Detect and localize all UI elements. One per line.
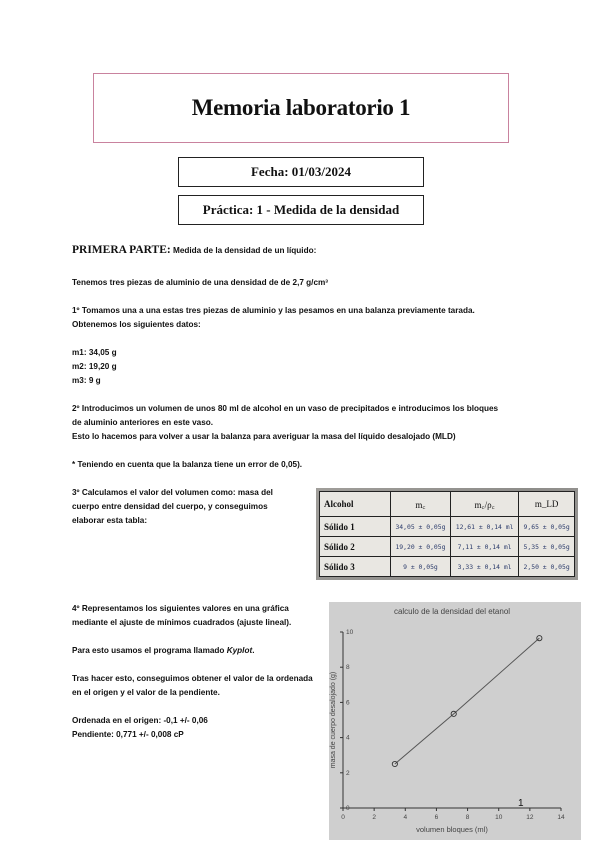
table-paper [319,491,575,577]
table-row [320,537,575,557]
data-table [319,491,575,577]
paragraph-intro: Tenemos tres piezas de aluminio de una densidad de de 2,7 g/cm³ [72,278,329,287]
y-tick-label: 2 [346,769,350,777]
section-heading-sub: Medida de la densidad de un líquido: [173,246,317,255]
program-name: Kyplot [226,646,253,655]
paragraph-1-line-2: Obtenemos los siguientes datos: [72,320,201,329]
page-number: 1 [518,798,524,809]
error-note: * Teniendo en cuenta que la balanza tiene un error de 0,05). [72,460,303,469]
y-axis-label: masa de cuerpo desalojado (g) [330,671,337,769]
series-line [395,638,540,764]
x-tick-label: 14 [557,814,565,821]
paragraph-3-line-2: cuerpo entre densidad del cuerpo, y conseguimos [72,502,268,511]
document-title: Memoria laboratorio 1 [191,95,411,120]
paragraph-5-post: . [252,646,255,655]
x-tick-label: 4 [403,814,408,821]
table-cell: 9 ± 0,05g [391,557,451,577]
table-cell: 9,65 ± 0,05g [519,517,575,537]
table-row-label: Sólido 3 [320,557,391,577]
y-tick-label: 10 [346,629,354,636]
practica-box: Práctica: 1 - Medida de la densidad [178,195,424,225]
mass-1: m1: 34,05 g [72,348,117,357]
paragraph-5 [72,644,254,657]
pendiente-result: Pendiente: 0,771 +/- 0,008 cP [72,730,184,739]
x-tick-label: 8 [465,814,470,821]
paragraph-5-pre: Para esto usamos el programa llamado [72,646,227,655]
x-tick-label: 6 [434,814,439,821]
x-tick-label: 12 [526,814,534,821]
table-photo [316,488,578,580]
section-heading-main: PRIMERA PARTE: [72,244,171,256]
data-point [392,761,397,766]
y-tick-label: 4 [346,734,350,742]
paragraph-6-line-1: Tras hacer esto, conseguimos obtener el valor de la ordenada [72,674,313,683]
table-header-cell: m꜀ [391,492,451,517]
table-cell: 7,11 ± 0,14 ml [450,537,518,557]
table-header-row [320,492,575,517]
section-heading [72,244,316,256]
paragraph-2-line-1: 2º Introducimos un volumen de unos 80 ml de alcohol en un vaso de precipitados e introducimos los bloques [72,404,499,413]
chart-title: calculo de la densidad del etanol [393,607,511,616]
x-tick-label: 10 [495,814,503,821]
density-chart [329,602,581,840]
table-row [320,557,575,577]
chart-photo [329,602,581,840]
table-row-label: Sólido 1 [320,517,391,537]
table-header-cell: m꜀/ρ꜀ [450,492,518,517]
table-cell: 34,05 ± 0,05g [391,517,451,537]
ordenada-result: Ordenada en el origen: -0,1 +/- 0,06 [72,716,208,725]
fecha-box: Fecha: 01/03/2024 [178,157,424,187]
table-row-label: Sólido 2 [320,537,391,557]
paragraph-3-line-3: elaborar esta tabla: [72,516,148,525]
y-tick-label: 8 [346,664,350,672]
y-tick-label: 0 [346,805,350,812]
table-cell: 2,50 ± 0,05g [519,557,575,577]
paragraph-4-line-1: 4º Representamos los siguientes valores en una gráfica [72,604,289,613]
y-tick-label: 6 [346,699,350,707]
table-header-cell: m_LD [519,492,575,517]
x-tick-label: 0 [341,814,345,821]
table-cell: 5,35 ± 0,05g [519,537,575,557]
paragraph-2-line-3: Esto lo hacemos para volver a usar la balanza para averiguar la masa del líquido desalojado (MLD) [72,432,456,441]
paragraph-6-line-2: en el origen y el valor de la pendiente. [72,688,220,697]
table-header-cell: Alcohol [320,492,391,517]
paragraph-3-line-1: 3º Calculamos el valor del volumen como: masa del [72,488,273,497]
table-cell: 19,20 ± 0,05g [391,537,451,557]
paragraph-2-line-2: de aluminio anteriores en este vaso. [72,418,214,427]
x-axis-label: volumen bloques (ml) [416,825,488,834]
x-tick-label: 2 [372,814,376,821]
table-cell: 12,61 ± 0,14 ml [450,517,518,537]
title-box [93,73,509,143]
mass-3: m3: 9 g [72,376,101,385]
table-row [320,517,575,537]
mass-2: m2: 19,20 g [72,362,117,371]
table-cell: 3,33 ± 0,14 ml [450,557,518,577]
paragraph-4-line-2: mediante el ajuste de mínimos cuadrados (ajuste lineal). [72,618,292,627]
paragraph-1-line-1: 1º Tomamos una a una estas tres piezas de aluminio y las pesamos en una balanza previamente tarada. [72,306,475,315]
